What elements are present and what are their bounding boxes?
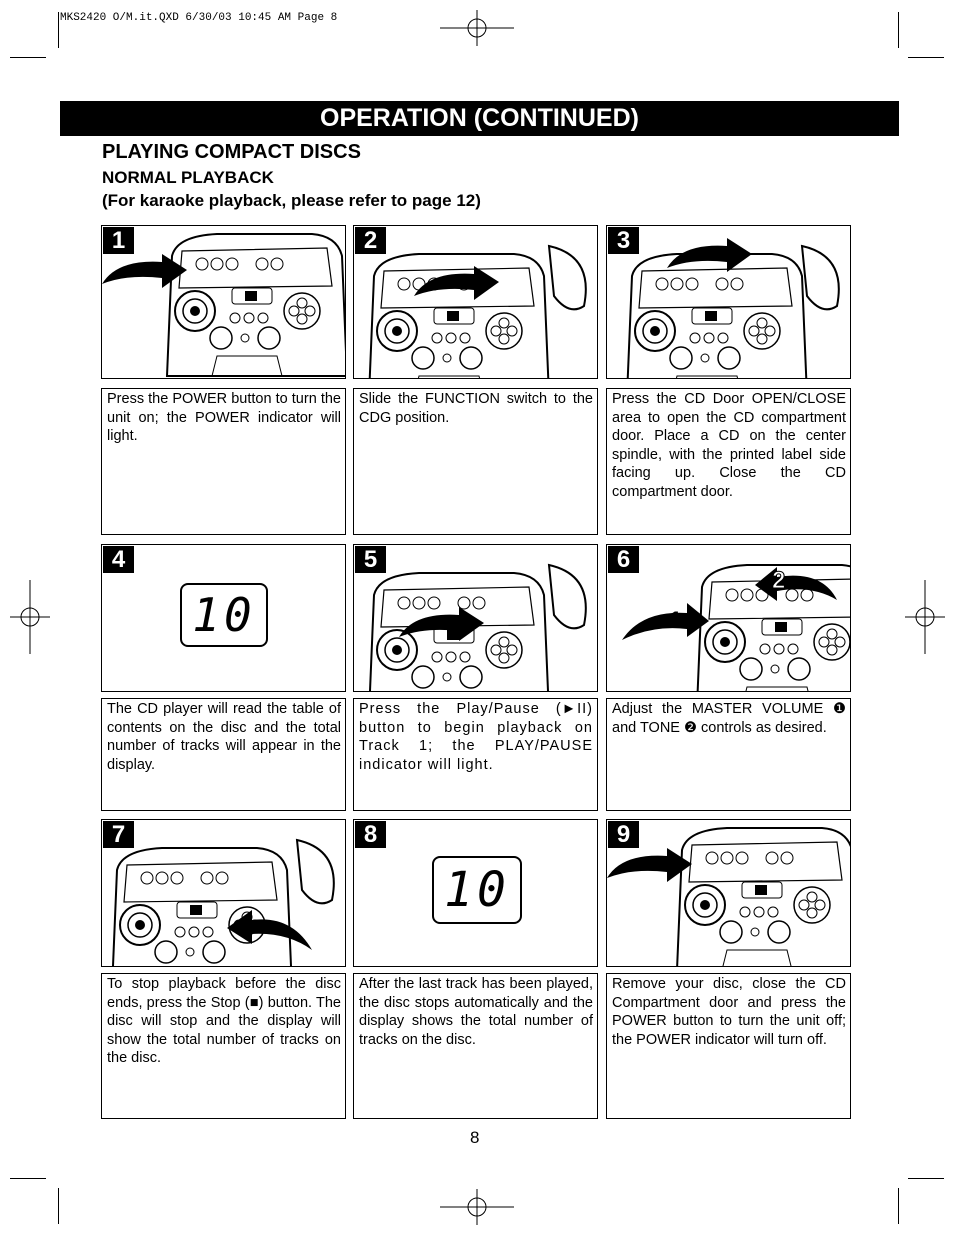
step-9-text: Remove your disc, close the CD Compartment door and press the POWER button to turn the unit off; the POWER indicator will turn off.: [606, 973, 851, 1119]
step-5-illustration: [353, 544, 598, 692]
step-number: 1: [103, 227, 134, 254]
step-number: 3: [608, 227, 639, 254]
step-number: 9: [608, 821, 639, 848]
step-3-illustration: [606, 225, 851, 379]
subsection-title: NORMAL PLAYBACK: [102, 168, 274, 187]
step-8-text: After the last track has been played, the disc stops automatically and the display shows the total number of tracks on the disc.: [353, 973, 598, 1119]
step-3-text: Press the CD Door OPEN/CLOSE area to open the CD compartment door. Place a CD on the center spindle, with the printed label side facing up. Close the CD compartment door.: [606, 388, 851, 535]
step-number: 6: [608, 546, 639, 573]
step-number: 2: [355, 227, 386, 254]
step-4-text: The CD player will read the table of contents on the disc and the total number of tracks will appear in the display.: [101, 698, 346, 811]
section-banner: OPERATION (CONTINUED): [60, 101, 899, 136]
step-number: 4: [103, 546, 134, 573]
step-6-illustration: [606, 544, 851, 692]
lcd-display: 10: [432, 856, 522, 924]
lcd-display: 10: [180, 583, 268, 647]
step-1-text: Press the POWER button to turn the unit on; the POWER indicator will light.: [101, 388, 346, 535]
step-number: 7: [103, 821, 134, 848]
step-1-illustration: [101, 225, 346, 379]
step-6-text: Adjust the MASTER VOLUME ❶ and TONE ❷ controls as desired.: [606, 698, 851, 811]
section-title: PLAYING COMPACT DISCS: [102, 141, 361, 163]
step-8-illustration: [353, 819, 598, 967]
step-number: 5: [355, 546, 386, 573]
step-2-text: Slide the FUNCTION switch to the CDG position.: [353, 388, 598, 535]
step-number: 8: [355, 821, 386, 848]
step-9-illustration: [606, 819, 851, 967]
page-number: 8: [470, 1128, 480, 1147]
step-5-text: Press the Play/Pause (►II) button to begin playback on Track 1; the PLAY/PAUSE indicator will light.: [353, 698, 598, 811]
step-2-illustration: [353, 225, 598, 379]
step-4-illustration: [101, 544, 346, 692]
volume-callout: 1: [669, 607, 683, 634]
tone-callout: 2: [772, 567, 786, 594]
print-slug: MKS2420 O/M.it.QXD 6/30/03 10:45 AM Page 8: [60, 12, 338, 24]
step-7-text: To stop playback before the disc ends, press the Stop (■) button. The disc will stop and the display will show the total number of tracks on the disc.: [101, 973, 346, 1119]
step-7-illustration: [101, 819, 346, 967]
subsection-note: (For karaoke playback, please refer to page 12): [102, 191, 481, 210]
